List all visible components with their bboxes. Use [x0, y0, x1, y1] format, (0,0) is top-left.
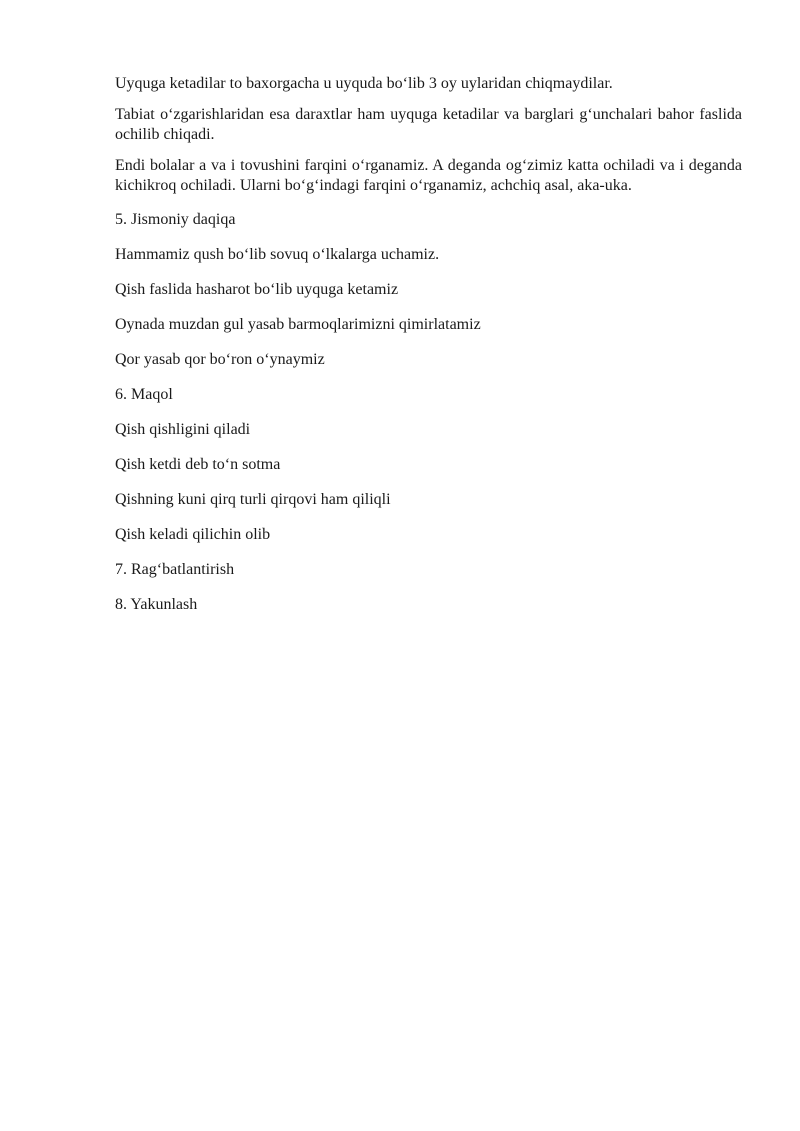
- paragraph-nature: Tabiat o‘zgarishlaridan esa daraxtlar ham uyquga ketadilar va barglari g‘unchalari bahor faslida ochilib chiqadi.: [115, 106, 742, 143]
- section-heading-conclusion: 8. Yakunlash: [115, 596, 198, 613]
- paragraph-line: Qor yasab qor bo‘ron o‘ynaymiz: [115, 351, 325, 368]
- document-page: [115, 74, 742, 630]
- paragraph-sounds: Endi bolalar a va i tovushini farqini o‘rganamiz. A deganda og‘zimiz katta ochiladi va i deganda kichikroq ochiladi. Ularni bo‘g‘indagi farqini o‘rganamiz, achchiq asal, aka-uka.: [115, 157, 742, 194]
- proverb-line: Qish keladi qilichin olib: [115, 526, 271, 543]
- paragraph-line: Hammamiz qush bo‘lib sovuq o‘lkalarga uchamiz.: [115, 246, 440, 263]
- paragraph-line: Qish faslida hasharot bo‘lib uyquga ketamiz: [115, 281, 399, 298]
- proverb-line: Qish qishligini qiladi: [115, 421, 251, 438]
- paragraph-intro: Uyquga ketadilar to baxorgacha u uyquda bo‘lib 3 oy uylaridan chiqmaydilar.: [115, 75, 613, 92]
- proverb-line: Qish ketdi deb to‘n sotma: [115, 456, 281, 473]
- section-heading-physical-minute: 5. Jismoniy daqiqa: [115, 211, 236, 228]
- proverb-line: Qishning kuni qirq turli qirqovi ham qiliqli: [115, 491, 391, 508]
- section-heading-proverb: 6. Maqol: [115, 386, 173, 403]
- paragraph-line: Oynada muzdan gul yasab barmoqlarimizni qimirlatamiz: [115, 316, 481, 333]
- section-heading-encouragement: 7. Rag‘batlantirish: [115, 561, 235, 578]
